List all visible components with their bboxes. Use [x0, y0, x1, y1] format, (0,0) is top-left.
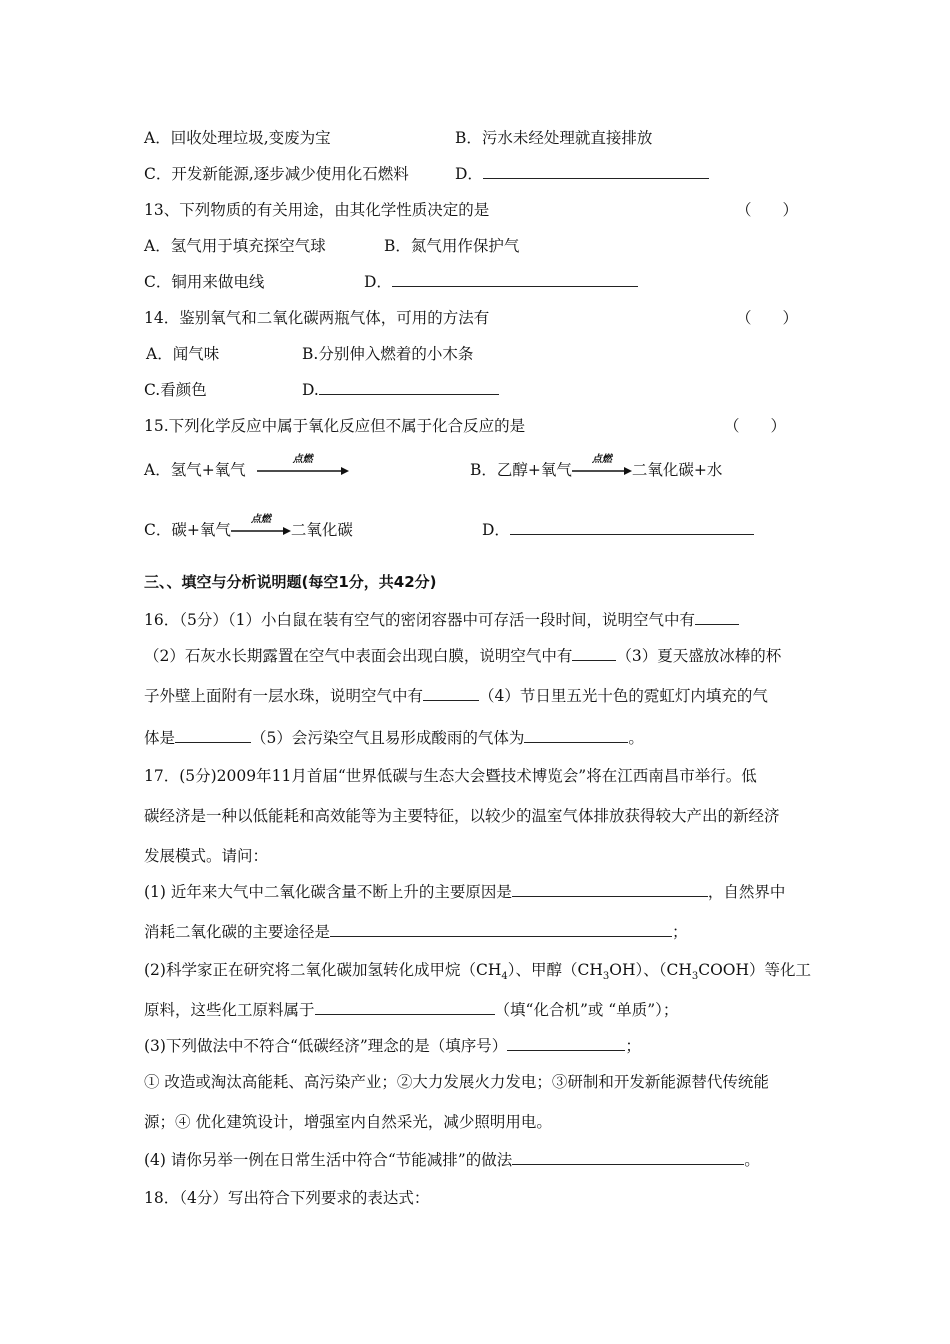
answer-blank[interactable] — [524, 728, 628, 743]
q12-option-b: B．污水未经处理就直接排放 — [455, 129, 653, 147]
q15-option-d: D． — [482, 520, 754, 540]
q13-option-c: C．铜用来做电线 — [144, 273, 265, 291]
q14-stem: 14．鉴别氧气和二氧化碳两瓶气体，可用的方法有 — [144, 309, 490, 327]
answer-blank[interactable] — [330, 922, 672, 937]
subscript: 4 — [501, 971, 508, 983]
q13-option-d: D． — [364, 272, 638, 292]
answer-blank[interactable] — [319, 380, 499, 395]
section-title: 三、、填空与分析说明题(每空1分，共42分) — [144, 573, 437, 591]
q17-sub-3-options-1: ① 改造或淘汰高能耗、高污染产业；②大力发展火力发电；③研制和开发新能源替代传统能 — [144, 1073, 769, 1091]
q12-option-a: A．回收处理垃圾,变废为宝 — [144, 129, 331, 147]
q17-sub-2-cont: 原料，这些化工原料属于 （填“化合机”或 “单质”）； — [144, 1001, 679, 1019]
q16-line-3: 子外壁上面附有一层水珠，说明空气中有 （4）节日里五光十色的霓虹灯内填充的气 — [144, 687, 768, 705]
q14-answer-paren: （ ） — [736, 309, 799, 327]
q17-sub-3-options-2: 源；④ 优化建筑设计，增强室内自然采光，减少照明用电。 — [144, 1113, 552, 1131]
reaction-arrow — [257, 454, 349, 477]
q17-sub-1: (1) 近年来大气中二氧化碳含量不断上升的主要原因是 ，自然界中 — [144, 883, 786, 901]
answer-blank[interactable] — [483, 164, 709, 179]
reaction-condition: 点燃 — [591, 454, 612, 465]
answer-blank[interactable] — [512, 1150, 744, 1165]
q15-option-b: B．乙醇+氧气 点燃 二氧化碳+水 — [470, 460, 722, 480]
answer-blank[interactable] — [315, 1000, 495, 1015]
answer-blank[interactable] — [392, 272, 638, 287]
answer-blank[interactable] — [572, 646, 616, 661]
q17-sub-2: (2)科学家正在研究将二氧化碳加氢转化成甲烷$(CH_4)$、甲醇$(CH_3OH)$、$(CH_3COOH)$等化工 — [144, 961, 812, 983]
q14-option-b: B.分别伸入燃着的小木条 — [302, 345, 474, 363]
reaction-condition: 点燃 — [292, 454, 313, 465]
q13-option-b: B．氮气用作保护气 — [384, 237, 520, 255]
q13-answer-paren: （ ） — [736, 201, 799, 219]
q14-option-c: C.看颜色 — [144, 381, 207, 399]
q12-option-d: D． — [455, 164, 709, 184]
q17-sub-1-cont: 消耗二氧化碳的主要途径是 ； — [144, 923, 688, 941]
q12-option-c: C．开发新能源,逐步减少使用化石燃料 — [144, 165, 409, 183]
q17-line-3: 发展模式。请问： — [144, 847, 269, 865]
q13-stem: 13、下列物质的有关用途，由其化学性质决定的是 — [144, 201, 490, 219]
q17-sub-3: (3)下列做法中不符合“低碳经济”理念的是（填序号） ； — [144, 1037, 641, 1055]
q14-option-a: A．闻气味 — [146, 345, 220, 363]
q17-line-1: 17．(5分)2009年11月首届“世界低碳与生态大会暨技术博览会”将在江西南昌市举行。低 — [144, 767, 757, 785]
answer-blank[interactable] — [510, 520, 754, 535]
q16-line-4: 体是 （5）会污染空气且易形成酸雨的气体为 。 — [144, 729, 644, 747]
q17-sub-4: (4) 请你另举一例在日常生活中符合“节能减排”的做法 。 — [144, 1151, 760, 1169]
reaction-arrow — [231, 514, 291, 537]
answer-blank[interactable] — [695, 610, 739, 625]
answer-blank[interactable] — [175, 728, 251, 743]
q13-option-a: A．氢气用于填充探空气球 — [144, 237, 326, 255]
answer-blank[interactable] — [512, 882, 708, 897]
reaction-arrow — [572, 454, 632, 477]
q15-option-a: A．氢气+氧气 点燃 — [144, 460, 349, 480]
subscript: 3 — [602, 971, 610, 983]
q15-answer-paren: （ ） — [724, 417, 787, 435]
answer-blank[interactable] — [423, 686, 479, 701]
q16-line-1: 16．（5分）（1）小白鼠在装有空气的密闭容器中可存活一段时间，说明空气中有 — [144, 610, 739, 630]
q14-option-d: D. — [302, 380, 499, 400]
q15-stem: 15.下列化学反应中属于氧化反应但不属于化合反应的是 — [144, 417, 526, 435]
q17-line-2: 碳经济是一种以低能耗和高效能等为主要特征，以较少的温室气体排放获得较大产出的新经济 — [144, 807, 780, 825]
q15-option-c: C．碳+氧气 点燃 二氧化碳 — [144, 520, 353, 540]
q16-line-2: （2）石灰水长期露置在空气中表面会出现白膜，说明空气中有 （3）夏天盛放冰棒的杯 — [144, 647, 782, 665]
q18-stem: 18．（4分）写出符合下列要求的表达式： — [144, 1189, 430, 1207]
answer-blank[interactable] — [507, 1036, 625, 1051]
subscript: 3 — [691, 971, 699, 983]
reaction-condition: 点燃 — [250, 514, 271, 525]
